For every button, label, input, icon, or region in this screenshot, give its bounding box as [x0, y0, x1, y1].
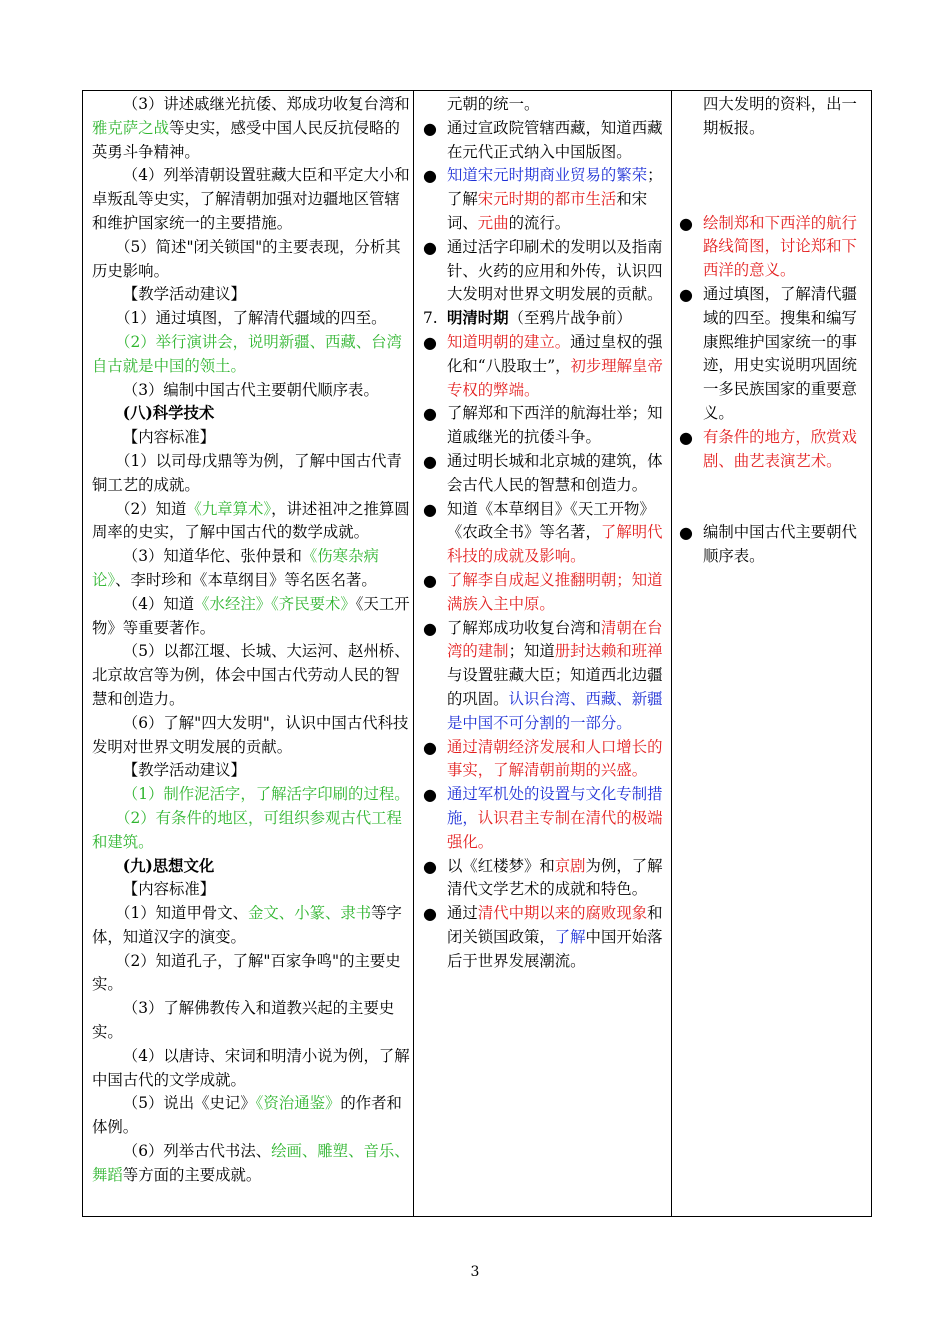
bullet-item: ● 通过宣政院管辖西藏，知道西藏在元代正式纳入中国版图。 [423, 118, 663, 161]
period-heading: 7. 明清时期（至鸦片战争前） [423, 309, 632, 328]
standard-item: （6）列举古代书法、绘画、雕塑、音乐、舞蹈等方面的主要成就。 [92, 1142, 410, 1184]
bullet-icon: ● [423, 737, 437, 757]
bullet-item: ● 通过明长城和北京城的建筑，体会古代人民的智慧和创造力。 [423, 451, 663, 494]
page-number: 3 [470, 1264, 480, 1280]
standard-item: （3）知道华佗、张仲景和《伤寒杂病论》、李时珍和《本草纲目》等名医名著。 [92, 547, 379, 589]
standard-item: （2）知道孔子，了解"百家争鸣"的主要史实。 [92, 951, 401, 994]
bullet-icon: ● [423, 451, 437, 471]
bullet-item: ● 以《红楼梦》和京剧为例，了解清代文学艺术的成就和特色。 [423, 856, 663, 899]
bullet-icon: ● [679, 284, 693, 304]
column-divider [413, 91, 414, 1216]
bullet-icon: ● [679, 523, 693, 543]
standard-item: （6）了解"四大发明"，认识中国古代科技发明对世界文明发展的贡献。 [92, 713, 409, 756]
bullet-item: ● 通过活字印刷术的发明以及指南针、火药的应用和外传，认识四大发明对世界文明发展的贡献。 [423, 237, 663, 304]
standard-item: （4）列举清朝设置驻藏大臣和平定大小和卓叛乱等史实，了解清朝加强对边疆地区管辖和维护国家统一的主要措施。 [92, 166, 410, 232]
bullet-icon: ● [423, 332, 437, 352]
bullet-icon: ● [679, 427, 693, 447]
bullet-icon: ● [423, 118, 437, 138]
column-divider [671, 91, 672, 1216]
standard-item: （4）知道《水经注》《齐民要术》《天工开物》等重要著作。 [92, 594, 410, 637]
bullet-item: ● 知道明朝的建立。通过皇权的强化和“八股取士”，初步理解皇帝专权的弊端。 [423, 332, 663, 399]
activity-item: （2）举行演讲会，说明新疆、西藏、台湾自古就是中国的领土。 [92, 332, 402, 375]
bullet-icon: ● [423, 404, 437, 424]
section-label: 【教学活动建议】 [122, 761, 246, 780]
standard-item: （5）以都江堰、长城、大运河、赵州桥、北京故宫等为例，体会中国古代劳动人民的智慧和创造力。 [92, 642, 410, 708]
standard-item: （1）以司母戊鼎等为例，了解中国古代青铜工艺的成就。 [92, 451, 402, 494]
section-label: 【教学活动建议】 [122, 285, 246, 304]
bullet-item: ● 通过清代中期以来的腐败现象和闭关锁国政策，了解中国开始落后于世界发展潮流。 [423, 904, 663, 970]
bullet-icon: ● [679, 213, 693, 233]
section-heading: (九)思想文化 [122, 856, 215, 875]
curriculum-table [82, 90, 872, 1217]
bullet-icon: ● [423, 166, 437, 186]
standard-item: （3）讲述戚继光抗倭、郑成功收复台湾和雅克萨之战等史实，感受中国人民反抗侵略的英勇斗争精神。 [92, 95, 410, 161]
bullet-icon: ● [423, 904, 437, 924]
standard-item: （5）说出《史记》《资治通鉴》的作者和体例。 [92, 1094, 402, 1137]
activity-item: （2）有条件的地区，可组织参观古代工程和建筑。 [92, 808, 402, 851]
spacer [677, 473, 865, 521]
activity-item: （1）制作泥活字，了解活字印刷的过程。 [122, 785, 410, 804]
bullet-item: ● 通过军机处的设置与文化专制措施，认识君主专制在清代的极端强化。 [423, 785, 663, 851]
standard-item: （5）简述"闭关锁国"的主要表现，分析其历史影响。 [92, 237, 401, 280]
bullet-item: ● 通过清朝经济发展和人口增长的事实，了解清朝前期的兴盛。 [423, 737, 663, 780]
bullet-icon: ● [423, 237, 437, 257]
activity-item: （1）通过填图，了解清代疆域的四至。 [115, 309, 387, 328]
bullet-item: ● 知道《本草纲目》《天工开物》《农政全书》等名著，了解明代科技的成就及影响。 [423, 499, 663, 566]
section-label: 【内容标准】 [122, 428, 216, 447]
section-heading: (八)科学技术 [122, 404, 215, 423]
bullet-item: ● 编制中国古代主要朝代顺序表。 [679, 523, 857, 566]
activity-item: （3）编制中国古代主要朝代顺序表。 [122, 380, 379, 399]
bullet-item: ● 通过填图，了解清代疆域的四至。搜集和编写康熙维护国家统一的事迹，用史实说明巩固统一多民族国家的重要意义。 [679, 284, 857, 422]
bullet-item: ● 有条件的地方，欣赏戏剧、曲艺表演艺术。 [679, 427, 857, 470]
bullet-icon: ● [423, 785, 437, 805]
bullet-icon: ● [423, 618, 437, 638]
content-line: 元朝的统一。 [447, 95, 540, 113]
bullet-item: ● 了解李自成起义推翻明朝；知道满族入主中原。 [423, 570, 663, 613]
standard-item: （3）了解佛教传入和道教兴起的主要史实。 [92, 999, 395, 1042]
spacer [677, 141, 865, 212]
bullet-item: ● 绘制郑和下西洋的航行路线简图，讨论郑和下西洋的意义。 [679, 213, 857, 280]
standard-item: （1）知道甲骨文、金文、小篆、隶书等字体，知道汉字的演变。 [92, 904, 402, 946]
bullet-icon: ● [423, 499, 437, 519]
standard-item: （4）以唐诗、宋词和明清小说为例，了解中国古代的文学成就。 [92, 1046, 410, 1089]
content-line: 四大发明的资料，出一期板报。 [703, 95, 857, 137]
bullet-icon: ● [423, 856, 437, 876]
section-label: 【内容标准】 [122, 880, 216, 899]
course-content-column [421, 93, 665, 973]
bullet-item: ● 了解郑和下西洋的航海壮举；知道戚继光的抗倭斗争。 [423, 404, 663, 447]
bullet-item: ● 了解郑成功收复台湾和清朝在台湾的建制；知道册封达赖和班禅与设置驻藏大臣；知道西北边疆的巩固。认识台湾、西藏、新疆是中国不可分割的一部分。 [423, 618, 663, 732]
content-standard-column [92, 93, 410, 1188]
bullet-item: ● 知道宋元时期商业贸易的繁荣；了解宋元时期的都市生活和宋词、元曲的流行。 [423, 166, 663, 232]
standard-item: （2）知道《九章算术》，讲述祖冲之推算圆周率的史实，了解中国古代的数学成就。 [92, 499, 410, 542]
bullet-icon: ● [423, 570, 437, 590]
activity-column [677, 93, 865, 569]
